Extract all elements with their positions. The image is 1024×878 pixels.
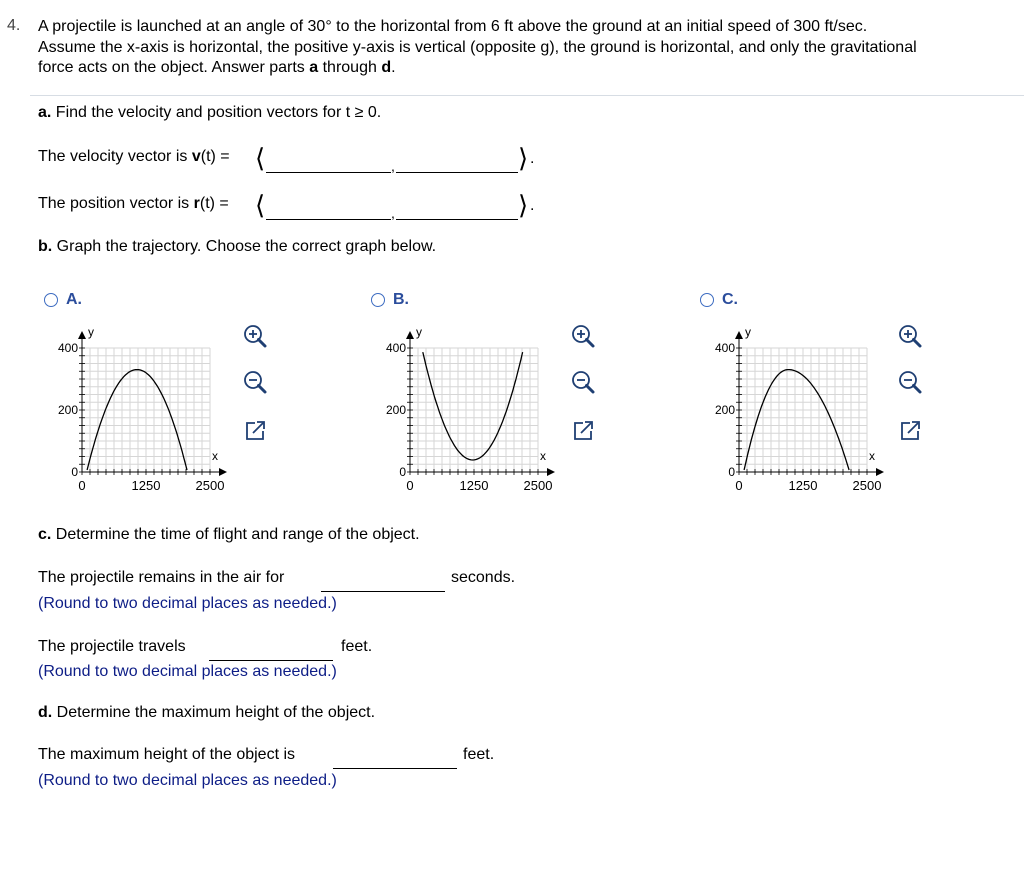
- range-round-hint: (Round to two decimal places as needed.): [38, 663, 337, 680]
- air-time-label: The projectile remains in the air for: [38, 569, 285, 586]
- expand-arrow-shaft: [908, 423, 918, 433]
- x-tick-label: 0: [78, 478, 86, 493]
- y-tick-label: 200: [714, 403, 735, 417]
- max-height-unit: feet.: [463, 746, 495, 763]
- zoom-in-icon: [568, 322, 598, 352]
- x-axis-label: x: [540, 449, 546, 463]
- max-height-round-hint: (Round to two decimal places as needed.): [38, 772, 337, 789]
- y-tick-label: 0: [71, 465, 78, 479]
- range-label: The projectile travels: [38, 638, 186, 655]
- velocity-comma: ,: [391, 158, 395, 174]
- velocity-period: .: [530, 150, 535, 167]
- x-tick-label: 2500: [195, 478, 225, 493]
- option-a-expand-button[interactable]: [240, 416, 270, 446]
- part-b-heading: b. Graph the trajectory. Choose the correct graph below.: [38, 238, 437, 255]
- position-y-input[interactable]: [396, 199, 518, 220]
- air-time-unit: seconds.: [451, 569, 516, 586]
- y-axis-arrow: [735, 331, 743, 339]
- position-x-input[interactable]: [266, 199, 391, 220]
- option-b-expand-button[interactable]: [568, 416, 598, 446]
- lens-handle: [587, 340, 594, 347]
- x-tick-label: 0: [406, 478, 414, 493]
- max-height-label: The maximum height of the object is: [38, 746, 296, 763]
- trajectory-curve: [423, 352, 523, 460]
- x-tick-label: 2500: [852, 478, 882, 493]
- stem-line-3: force acts on the object. Answer parts a through d.: [38, 59, 396, 76]
- lens-handle: [259, 386, 266, 393]
- x-tick-label: 1250: [459, 478, 489, 493]
- lens-handle: [259, 340, 266, 347]
- y-axis-arrow: [406, 331, 414, 339]
- position-label: The position vector is r(t) =: [38, 195, 229, 212]
- option-c-zoom-out-button[interactable]: [895, 368, 925, 398]
- velocity-y-input[interactable]: [396, 152, 518, 173]
- option-c-label: C.: [722, 291, 738, 308]
- trajectory-curve: [87, 370, 187, 470]
- x-axis-arrow: [876, 468, 884, 476]
- question-stem: [38, 17, 1024, 79]
- option-c-radio[interactable]: [700, 293, 714, 307]
- velocity-label: The velocity vector is v(t) =: [38, 148, 230, 165]
- expand-arrow-shaft: [253, 423, 263, 433]
- velocity-x-input[interactable]: [266, 152, 391, 173]
- stem-line-2: Assume the x-axis is horizontal, the positive y-axis is vertical (opposite g), the ground is horizontal, and only the gravitational: [38, 38, 917, 56]
- part-d-heading: d. Determine the maximum height of the object.: [38, 704, 376, 721]
- y-axis-label: y: [745, 325, 751, 339]
- option-b-zoom-in-button[interactable]: [568, 322, 598, 352]
- option-a-zoom-in-button[interactable]: [240, 322, 270, 352]
- expand-icon: [568, 416, 598, 446]
- option-a-radio[interactable]: [44, 293, 58, 307]
- position-open-bracket: ⟨: [255, 190, 266, 220]
- max-height-input[interactable]: [333, 748, 457, 769]
- x-axis-label: x: [869, 449, 875, 463]
- x-axis-arrow: [219, 468, 227, 476]
- option-b-label: B.: [393, 291, 409, 308]
- divider: [30, 95, 1024, 96]
- y-tick-label: 200: [385, 403, 406, 417]
- velocity-open-bracket: ⟨: [255, 143, 266, 173]
- option-a-zoom-out-button[interactable]: [240, 368, 270, 398]
- x-axis-label: x: [212, 449, 218, 463]
- option-b-zoom-out-button[interactable]: [568, 368, 598, 398]
- zoom-out-icon: [568, 368, 598, 398]
- option-c-zoom-in-button[interactable]: [895, 322, 925, 352]
- y-axis-label: y: [416, 325, 422, 339]
- position-period: .: [530, 197, 535, 214]
- y-tick-label: 400: [714, 341, 735, 355]
- x-tick-label: 1250: [131, 478, 161, 493]
- x-axis-arrow: [547, 468, 555, 476]
- x-tick-label: 1250: [788, 478, 818, 493]
- option-c-expand-button[interactable]: [895, 416, 925, 446]
- y-tick-label: 0: [728, 465, 735, 479]
- zoom-in-icon: [895, 322, 925, 352]
- velocity-close-bracket: ⟩: [518, 143, 529, 173]
- air-time-round-hint: (Round to two decimal places as needed.): [38, 595, 337, 612]
- y-tick-label: 400: [57, 341, 78, 355]
- lens-handle: [587, 386, 594, 393]
- lens-handle: [914, 340, 921, 347]
- option-a-label: A.: [66, 291, 82, 308]
- trajectory-curve: [744, 370, 849, 470]
- y-tick-label: 200: [57, 403, 78, 417]
- option-a-graph: [40, 320, 230, 500]
- range-unit: feet.: [341, 638, 373, 655]
- expand-arrow-shaft: [581, 423, 591, 433]
- range-input[interactable]: [209, 640, 333, 661]
- option-b-radio[interactable]: [371, 293, 385, 307]
- y-tick-label: 400: [385, 341, 406, 355]
- part-a-heading: a. Find the velocity and position vectors for t ≥ 0.: [38, 104, 382, 121]
- y-axis-label: y: [88, 325, 94, 339]
- position-close-bracket: ⟩: [518, 190, 529, 220]
- air-time-input[interactable]: [321, 571, 445, 592]
- zoom-in-icon: [240, 322, 270, 352]
- question-number: 4.: [7, 17, 21, 34]
- y-tick-label: 0: [399, 465, 406, 479]
- x-tick-label: 0: [735, 478, 743, 493]
- option-c-graph: [697, 320, 887, 500]
- expand-icon: [895, 416, 925, 446]
- position-comma: ,: [391, 205, 395, 221]
- option-b-graph: [368, 320, 558, 500]
- part-c-heading: c. Determine the time of flight and range of the object.: [38, 526, 420, 543]
- lens-handle: [914, 386, 921, 393]
- zoom-out-icon: [895, 368, 925, 398]
- zoom-out-icon: [240, 368, 270, 398]
- y-axis-arrow: [78, 331, 86, 339]
- stem-line-1: A projectile is launched at an angle of 30° to the horizontal from 6 ft above the ground at an initial speed of 300 ft/sec.: [38, 18, 868, 35]
- expand-icon: [240, 416, 270, 446]
- x-tick-label: 2500: [523, 478, 553, 493]
